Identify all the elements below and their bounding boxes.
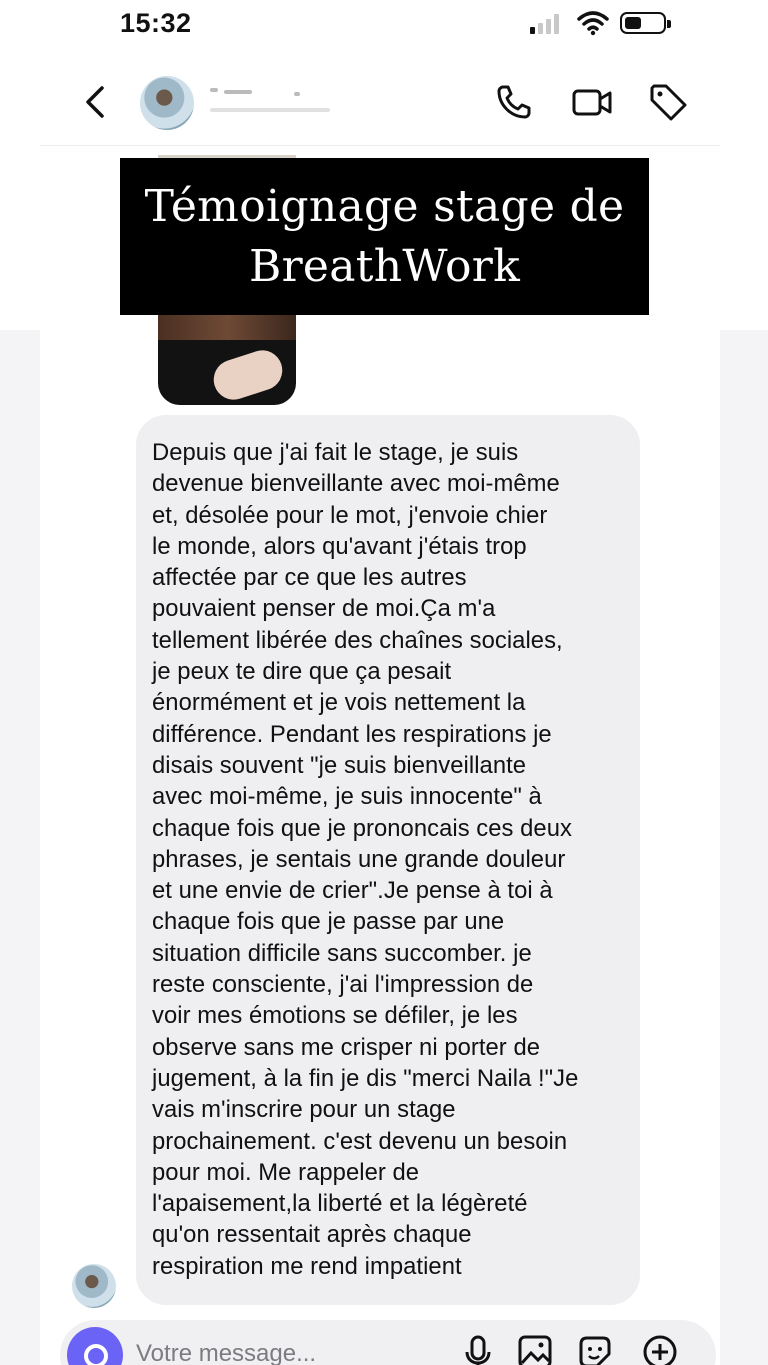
message-composer xyxy=(60,1320,716,1365)
battery-icon xyxy=(620,12,666,34)
sender-avatar[interactable] xyxy=(72,1264,116,1308)
contact-name-redacted[interactable] xyxy=(210,88,340,98)
message-bubble[interactable] xyxy=(136,415,640,1305)
image-icon[interactable] xyxy=(515,1332,555,1365)
title-line-2: BreathWork xyxy=(248,241,521,292)
chat-header xyxy=(40,60,720,146)
chevron-left-icon[interactable] xyxy=(78,82,114,122)
sticker-icon[interactable] xyxy=(575,1332,615,1365)
camera-icon[interactable] xyxy=(67,1327,123,1365)
contact-avatar[interactable] xyxy=(140,76,194,130)
cellular-signal-icon xyxy=(530,12,562,34)
title-overlay xyxy=(120,158,649,315)
video-camera-icon[interactable] xyxy=(570,80,614,124)
microphone-icon[interactable] xyxy=(458,1332,498,1365)
tag-icon[interactable] xyxy=(646,80,690,124)
message-text: Depuis que j'ai fait le stage, je suis devenue bienveillante avec moi-même et, désolée pour le mot, j'envoie chier le monde, alors qu'avant j'étais trop affectée par ce que les autres pouvaient penser de moi.Ça m'a tellement libérée des chaînes sociales, je peux te dire que ça pesait énormément et je vois nettement la différence. Pendant les respirations je disais souvent "je suis bienveillante avec moi-même, je suis innocente" à chaque fois que je prononcais ces deux phrases, je sentais une grande douleur et une envie de crier".Je pense à toi à chaque fois que je passe par une situation difficile sans succomber. je reste consciente, j'ai l'impression de voir mes émotions se défiler, je les observe sans me crisper ni porter de jugement, à la fin je dis "merci Naila !"Je vais m'inscrire pour un stage prochainement. c'est devenu un besoin pour moi. Me rappeler de l'apaisement,la liberté et la légèreté qu'on ressentait après chaque respiration me rend impatient xyxy=(152,439,579,1280)
wifi-icon xyxy=(577,10,609,36)
background-edge-right xyxy=(720,330,768,1365)
message-input[interactable] xyxy=(136,1334,396,1365)
background-edge-left xyxy=(0,330,40,1365)
title-line-1: Témoignage stage de xyxy=(144,181,625,232)
status-bar xyxy=(40,0,720,52)
phone-icon[interactable] xyxy=(492,80,536,124)
status-time: 15:32 xyxy=(120,8,192,38)
plus-circle-icon[interactable] xyxy=(640,1332,680,1365)
